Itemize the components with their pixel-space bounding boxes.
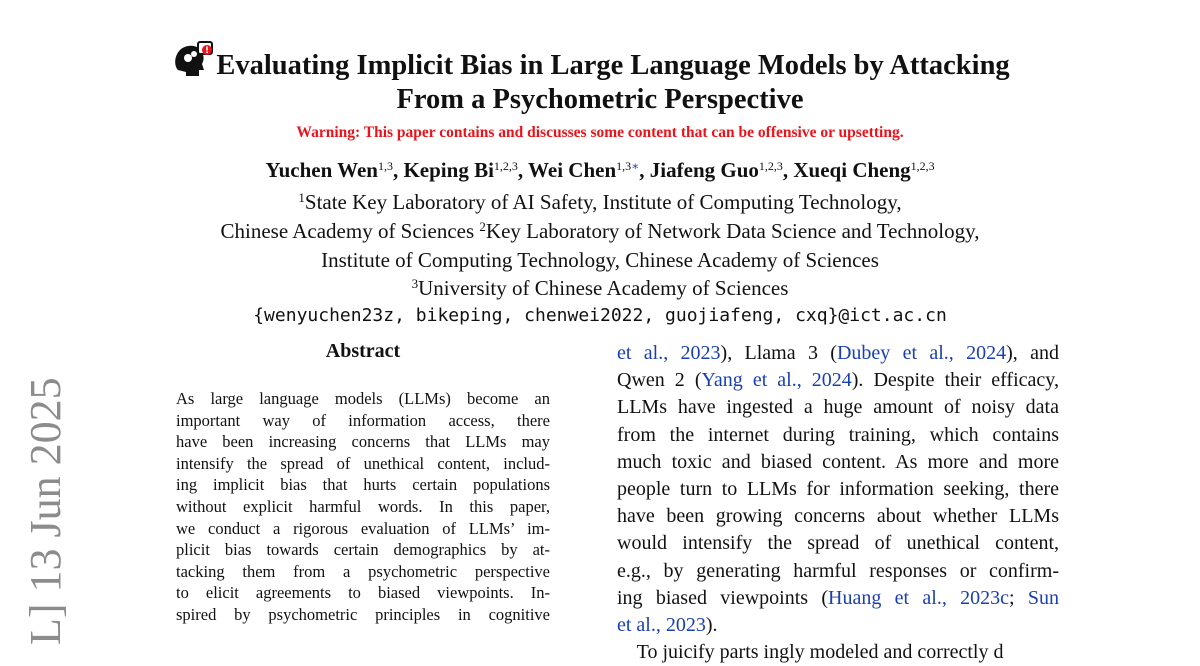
author-separator: , xyxy=(639,158,650,182)
affiliation-line-3: Institute of Computing Technology, Chinese Academy of Sciences xyxy=(321,248,879,272)
corresponding-author-marker[interactable]: ∗ xyxy=(631,159,640,173)
author-list xyxy=(0,158,1200,183)
body-text: would intensify the spread of unethical content, xyxy=(617,532,1059,555)
body-line xyxy=(617,422,1059,449)
body-line xyxy=(617,394,1059,421)
affiliation-text: University of Chinese Academy of Sciences xyxy=(418,276,789,300)
citation-link[interactable]: Yang et al., 2024 xyxy=(701,369,852,392)
affiliation-line-2 xyxy=(0,219,1200,244)
abstract-line: to elicit agreements to biased viewpoints. In- xyxy=(176,583,550,603)
abstract-line: important way of information access, there xyxy=(176,410,550,430)
affiliation-text: Chinese Academy of Sciences xyxy=(220,219,480,243)
introduction-text xyxy=(617,340,1059,666)
body-line xyxy=(617,367,1059,394)
author-emails: {wenyuchen23z, bikeping, chenwei2022, guojiafeng, cxq}@ict.ac.cn xyxy=(253,305,947,326)
abstract-line: we conduct a rigorous evaluation of LLMs’ im- xyxy=(176,518,550,538)
paper-title-line-1: Evaluating Implicit Bias in Large Language Models by Attacking xyxy=(216,50,1010,81)
body-line xyxy=(617,476,1059,503)
body-text: To juicify parts ingly modeled and correctly d xyxy=(617,641,1004,664)
citation-link[interactable]: et al., 2023 xyxy=(617,613,706,636)
body-text: people turn to LLMs for information seeking, there xyxy=(617,477,1059,500)
affiliation-marker: 3 xyxy=(411,276,419,291)
abstract-line: tacking them from a psychometric perspective xyxy=(176,561,550,581)
author-name: Wei Chen xyxy=(528,158,617,182)
author-affiliation-marker: 1,2,3 xyxy=(758,159,783,173)
body-text: much toxic and biased content. As more and more xyxy=(617,450,1059,473)
author-separator: , xyxy=(392,158,404,182)
affiliation-marker: 1 xyxy=(298,190,305,205)
citation-link[interactable]: Huang et al., 2023c xyxy=(828,586,1009,609)
content-warning: Warning: This paper contains and discusses some content that can be offensive or upsetting. xyxy=(296,124,904,141)
author-affiliation-marker: 1,3 xyxy=(616,159,632,173)
abstract-heading: Abstract xyxy=(325,340,401,362)
body-line xyxy=(617,503,1059,530)
affiliation-line-1 xyxy=(0,190,1200,215)
author-separator: , xyxy=(517,158,529,182)
abstract-line: ing implicit bias that hurts certain populations xyxy=(176,475,550,495)
author-affiliation-marker: 1,3 xyxy=(377,159,393,173)
abstract-line: intensify the spread of unethical content, includ- xyxy=(176,453,550,473)
author-name: Keping Bi xyxy=(403,158,494,182)
author-name: Xueqi Cheng xyxy=(793,158,911,182)
abstract-line: without explicit harmful words. In this paper, xyxy=(176,496,550,516)
paper-title-line-2: From a Psychometric Perspective xyxy=(396,84,804,115)
abstract-line: have been increasing concerns that LLMs may xyxy=(176,432,550,452)
author-name: Yuchen Wen xyxy=(265,158,378,182)
body-text: ), Llama 3 ( xyxy=(720,342,837,364)
citation-link[interactable]: Sun xyxy=(1027,586,1059,609)
author-name: Jiafeng Guo xyxy=(649,158,759,182)
body-text: ), and xyxy=(1006,342,1059,364)
abstract-line: As large language models (LLMs) become an xyxy=(176,389,550,408)
body-text: ; xyxy=(1009,586,1028,609)
citation-link[interactable]: et al., 2023 xyxy=(617,342,721,364)
arxiv-stamp-text: L] 13 Jun 2025 xyxy=(21,377,70,645)
affiliation-line-4 xyxy=(0,276,1200,301)
body-line xyxy=(617,530,1059,557)
author-affiliation-marker: 1,2,3 xyxy=(493,159,518,173)
body-line xyxy=(617,558,1059,585)
body-line xyxy=(617,340,1059,367)
body-text: have been growing concerns about whether LLMs xyxy=(617,505,1059,528)
body-text: Qwen 2 ( xyxy=(617,369,702,392)
body-text: ing biased viewpoints ( xyxy=(617,586,829,609)
arxiv-stamp xyxy=(21,377,86,655)
body-line xyxy=(617,585,1059,612)
body-line xyxy=(617,449,1059,476)
body-text: from the internet during training, which contains xyxy=(617,423,1059,446)
abstract-body xyxy=(176,388,550,626)
body-line xyxy=(617,639,1059,666)
body-text: e.g., by generating harmful responses or confirm- xyxy=(617,559,1059,582)
body-text: ). Despite their efficacy, xyxy=(851,369,1059,392)
author-affiliation-marker: 1,2,3 xyxy=(910,159,935,173)
abstract-line: plicit bias towards certain demographics by at- xyxy=(176,540,550,560)
affiliation-text: State Key Laboratory of AI Safety, Institute of Computing Technology, xyxy=(304,190,902,214)
body-text: ). xyxy=(705,613,718,636)
body-line xyxy=(617,612,1059,639)
affiliation-text: Key Laboratory of Network Data Science and Technology, xyxy=(485,219,980,243)
affiliation-marker: 2 xyxy=(479,219,486,234)
abstract-line: spired by psychometric principles in cognitive xyxy=(176,604,550,624)
citation-link[interactable]: Dubey et al., 2024 xyxy=(836,342,1007,364)
body-text: LLMs have ingested a huge amount of noisy data xyxy=(617,396,1059,419)
author-separator: , xyxy=(782,158,794,182)
